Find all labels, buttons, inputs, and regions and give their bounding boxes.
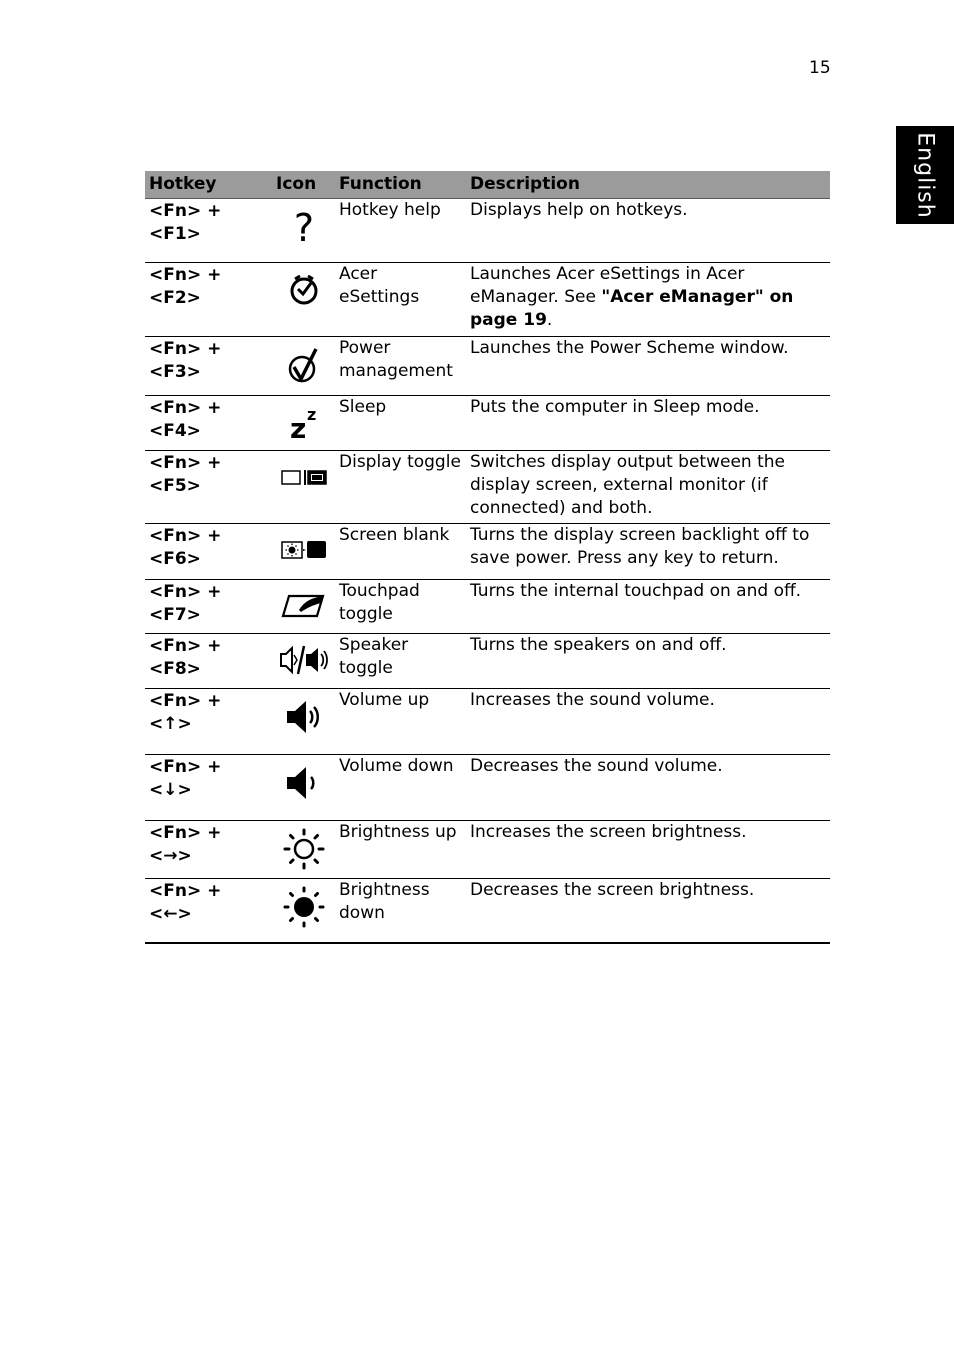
table-row <box>145 199 830 263</box>
hotkey-table <box>145 171 830 944</box>
brightness-up-icon <box>282 827 326 871</box>
header-icon: Icon <box>272 171 335 199</box>
hotkey-cell: <Fn> + <↓> <box>145 755 272 821</box>
hotkey-cell: <Fn> + <↑> <box>145 689 272 755</box>
description-cell: Increases the sound volume. <box>466 689 830 755</box>
function-cell: Display toggle <box>335 451 466 524</box>
table-header-row <box>145 171 830 199</box>
hotkey-cell: <Fn> + <→> <box>145 821 272 879</box>
function-cell: Screen blank <box>335 524 466 580</box>
language-tab-label: English <box>912 131 938 219</box>
hotkey-cell: <Fn> + <←> <box>145 879 272 943</box>
description-cell: Decreases the sound volume. <box>466 755 830 821</box>
brightness-down-icon <box>282 885 326 929</box>
table-row <box>145 396 830 451</box>
table-row <box>145 337 830 396</box>
display-toggle-icon <box>279 457 329 497</box>
svg-text:z: z <box>306 405 316 424</box>
page-number: 15 <box>809 58 831 78</box>
function-cell: Power management <box>335 337 466 396</box>
hotkey-cell: <Fn> + <F8> <box>145 634 272 689</box>
header-function: Function <box>335 171 466 199</box>
description-cell: Increases the screen brightness. <box>466 821 830 879</box>
header-description: Description <box>466 171 830 199</box>
description-cell: Turns the speakers on and off. <box>466 634 830 689</box>
table-row <box>145 821 830 879</box>
function-cell: Volume down <box>335 755 466 821</box>
table-row <box>145 524 830 580</box>
table-row <box>145 451 830 524</box>
table-row <box>145 755 830 821</box>
function-cell: Touchpad toggle <box>335 580 466 634</box>
hotkey-cell: <Fn> + <F2> <box>145 263 272 337</box>
description-cell: Turns the display screen backlight off to save power. Press any key to return. <box>466 524 830 580</box>
description-end: . <box>546 310 553 330</box>
esettings-icon <box>286 269 322 309</box>
description-text: Launches Acer eSettings in Acer eManager. See <box>470 264 745 307</box>
function-cell: Volume up <box>335 689 466 755</box>
function-cell: Speaker toggle <box>335 634 466 689</box>
header-hotkey: Hotkey <box>145 171 272 199</box>
power-management-icon <box>286 343 322 387</box>
function-cell: Hotkey help <box>335 199 466 263</box>
function-cell: Acer eSettings <box>335 263 466 337</box>
volume-down-icon <box>282 761 326 805</box>
function-cell: Sleep <box>335 396 466 451</box>
volume-up-icon <box>282 695 326 739</box>
svg-text:z: z <box>289 412 306 442</box>
hotkey-cell: <Fn> + <F7> <box>145 580 272 634</box>
language-tab <box>896 126 954 224</box>
sleep-icon <box>286 402 322 442</box>
table-row <box>145 689 830 755</box>
function-cell: Brightness down <box>335 879 466 943</box>
description-cell: Decreases the screen brightness. <box>466 879 830 943</box>
cross-reference-link[interactable]: "Acer eManager" on page 19 <box>470 287 794 330</box>
description-cell <box>466 263 830 337</box>
hotkey-cell: <Fn> + <F6> <box>145 524 272 580</box>
description-cell: Launches the Power Scheme window. <box>466 337 830 396</box>
hotkey-cell: <Fn> + <F4> <box>145 396 272 451</box>
speaker-toggle-icon <box>278 640 330 680</box>
table-row <box>145 580 830 634</box>
table-row <box>145 879 830 943</box>
screen-blank-icon <box>279 530 329 570</box>
table-row <box>145 634 830 689</box>
description-cell: Displays help on hotkeys. <box>466 199 830 263</box>
table-row <box>145 263 830 337</box>
description-cell: Turns the internal touchpad on and off. <box>466 580 830 634</box>
hotkey-cell: <Fn> + <F1> <box>145 199 272 263</box>
function-cell: Brightness up <box>335 821 466 879</box>
hotkey-cell: <Fn> + <F3> <box>145 337 272 396</box>
question-icon <box>286 205 322 249</box>
hotkey-cell: <Fn> + <F5> <box>145 451 272 524</box>
svg-text:?: ? <box>293 206 314 249</box>
description-cell: Switches display output between the display screen, external monitor (if connected) and both. <box>466 451 830 524</box>
description-cell: Puts the computer in Sleep mode. <box>466 396 830 451</box>
touchpad-icon <box>279 586 329 626</box>
